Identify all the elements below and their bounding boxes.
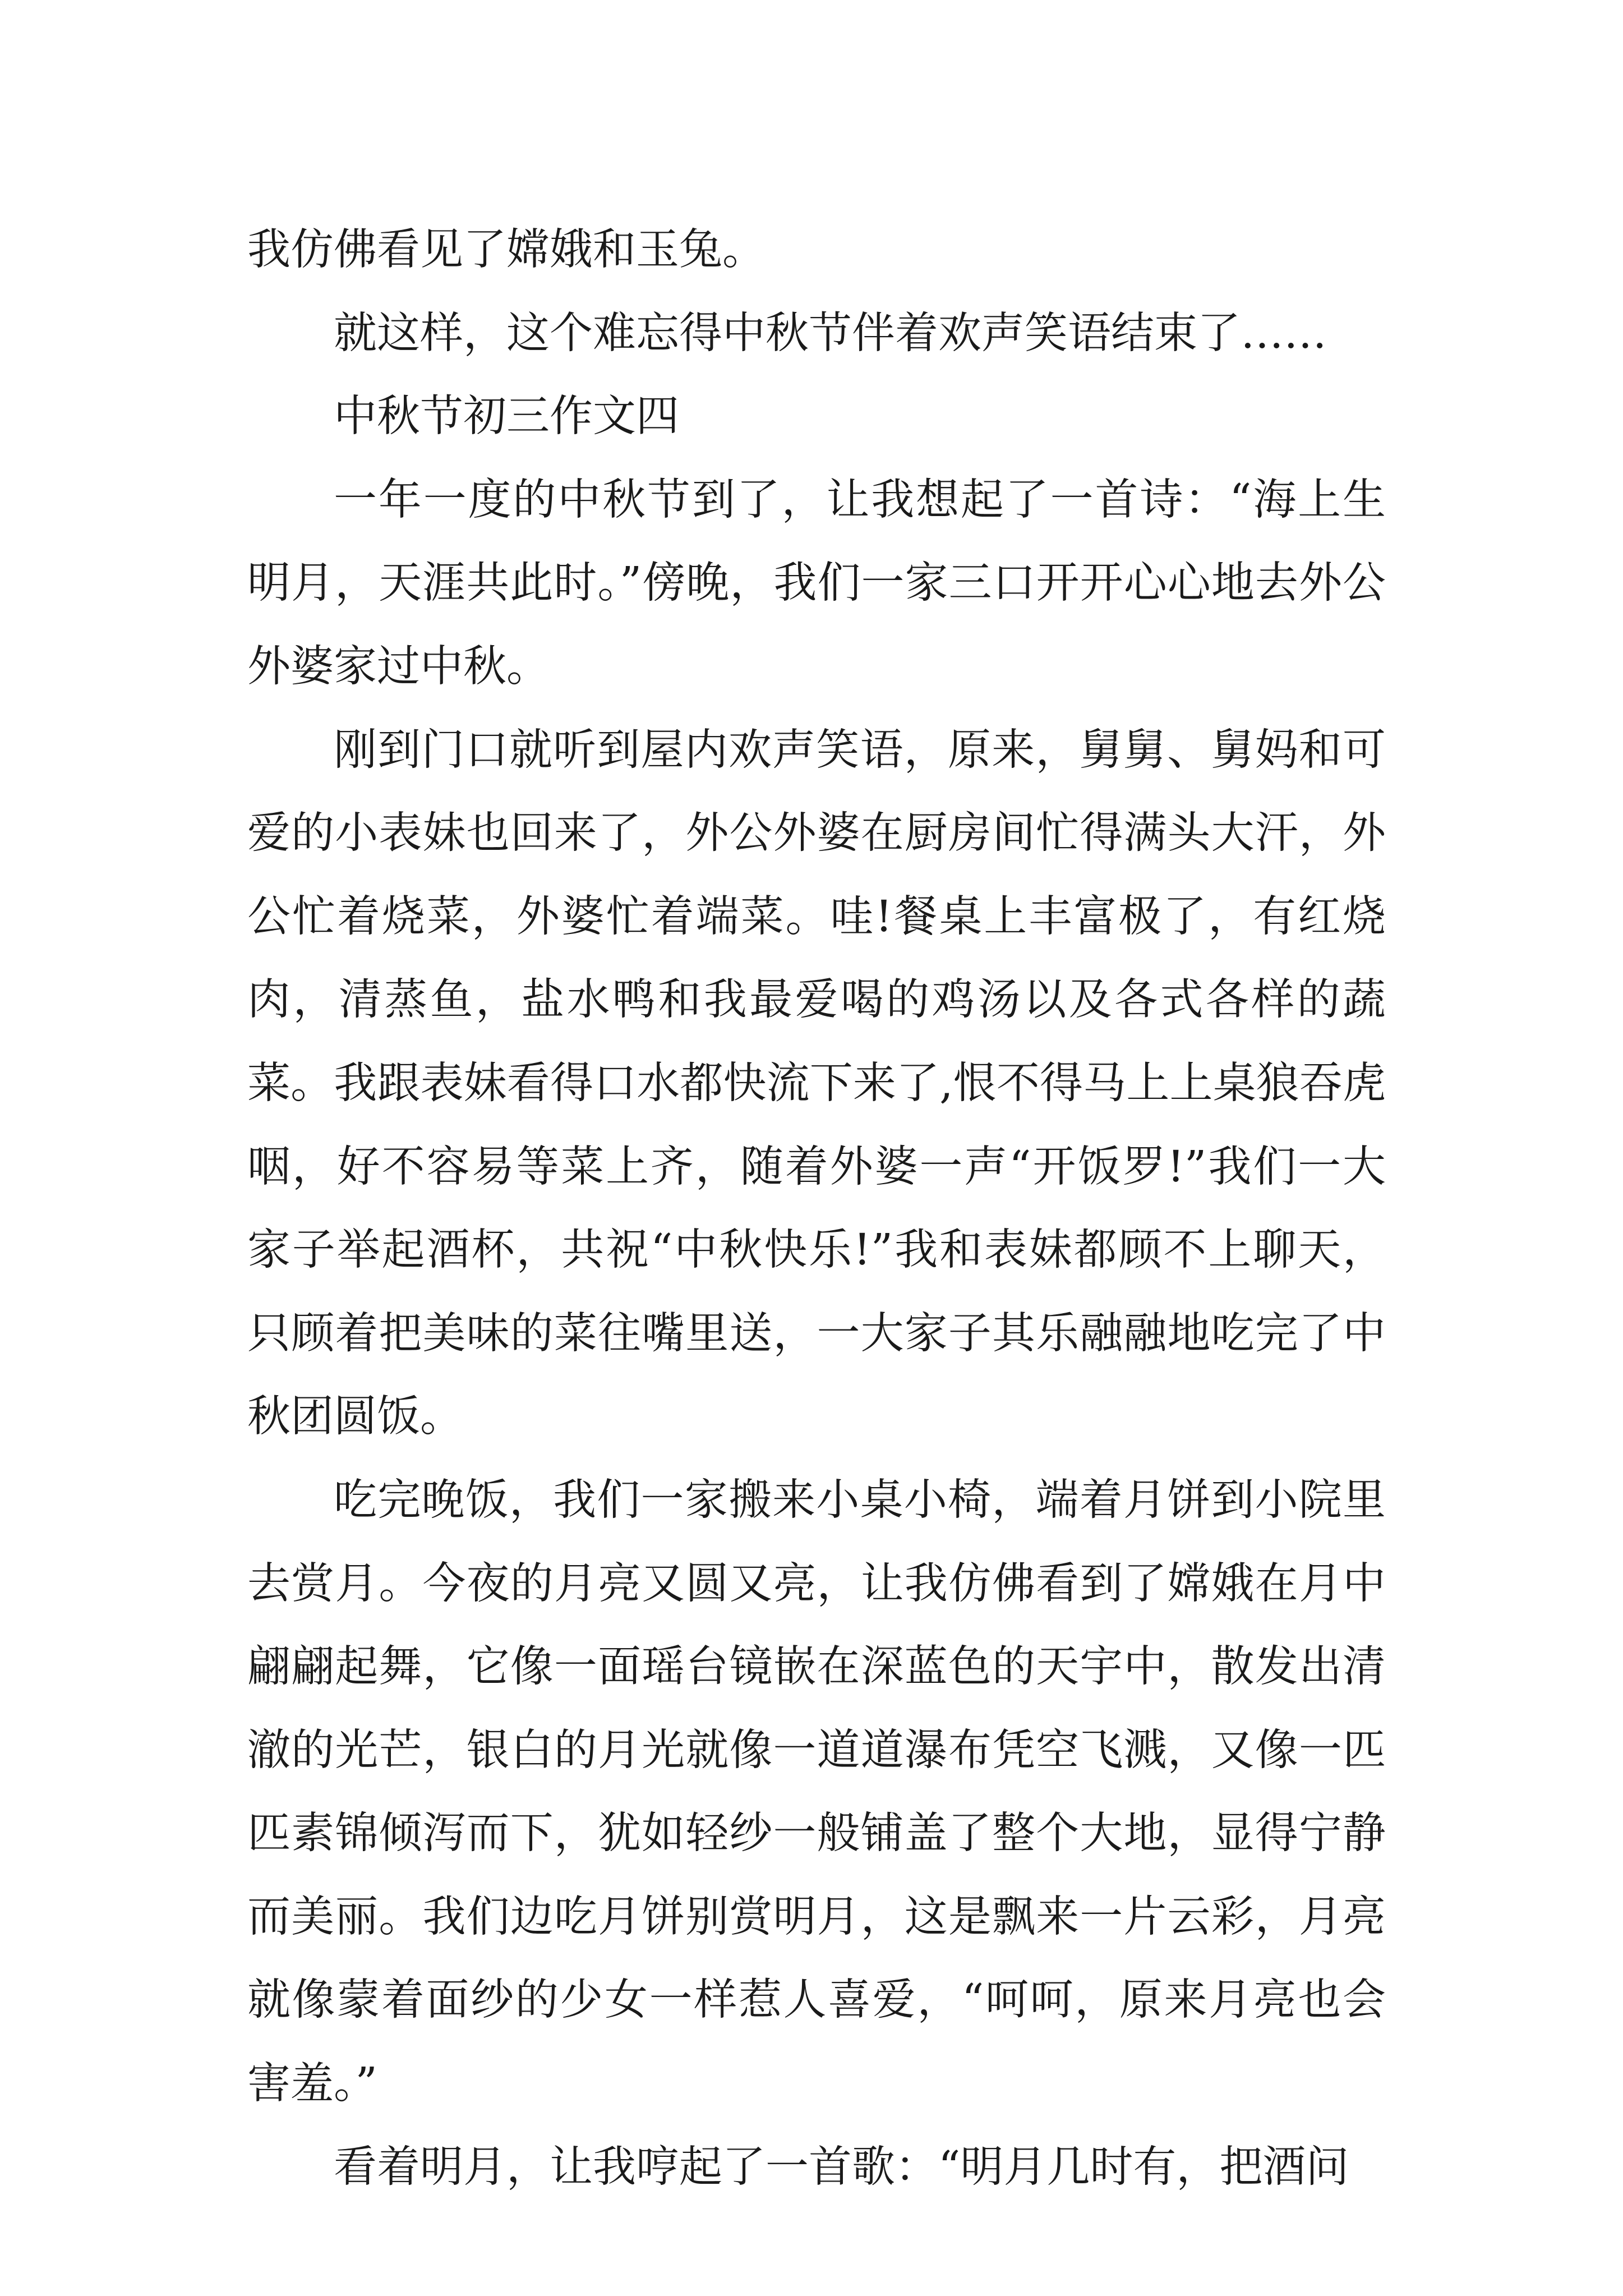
paragraph-dinner: 刚到门口就听到屋内欢声笑语，原来，舅舅、舅妈和可爱的小表妹也回来了，外公外婆在厨房间忙得满头大汗，外公忙着烧菜，外婆忙着端菜。哇!餐桌上丰富极了，有红烧肉，清蒸鱼，盐水鸭和我最爱喝的鸡汤以及各式各样的蔬菜。我跟表妹看得口水都快流下来了,恨不得马上上桌狼吞虎咽，好不容易等菜上齐，随着外婆一声“开饭罗!”我们一大家子举起酒杯，共祝“中秋快乐!”我和表妹都顾不上聊天，只顾着把美味的菜往嘴里送，一大家子其乐融融地吃完了中秋团圆饭。 (247, 725, 1386, 1442)
paragraph-moon-viewing: 吃完晚饭，我们一家搬来小桌小椅，端着月饼到小院里去赏月。今夜的月亮又圆又亮，让我仿佛看到了嫦娥在月中翩翩起舞，它像一面瑶台镜嵌在深蓝色的天宇中，散发出清澈的光芒，银白的月光就像一道道瀑布凭空飞溅，又像一匹匹素锦倾泻而下，犹如轻纱一般铺盖了整个大地，显得宁静而美丽。我们边吃月饼别赏明月，这是飘来一片云彩，月亮就像蒙着面纱的少女一样惹人喜爱，“呵呵，原来月亮也会害羞。” (247, 1475, 1386, 2109)
essay-body (247, 209, 1386, 2209)
essay-title: 中秋节初三作文四 (334, 392, 679, 442)
paragraph-intro: 一年一度的中秋节到了，让我想起了一首诗：“海上生明月，天涯共此时。”傍晚，我们一家三口开开心心地去外公外婆家过中秋。 (247, 475, 1386, 692)
paragraph-continuation: 我仿佛看见了嫦娥和玉兔。 (247, 225, 766, 275)
paragraph-ending: 就这样，这个难忘得中秋节伴着欢声笑语结束了…… (334, 308, 1327, 358)
paragraph-song: 看着明月，让我哼起了一首歌：“明月几时有，把酒问 (334, 2142, 1349, 2192)
